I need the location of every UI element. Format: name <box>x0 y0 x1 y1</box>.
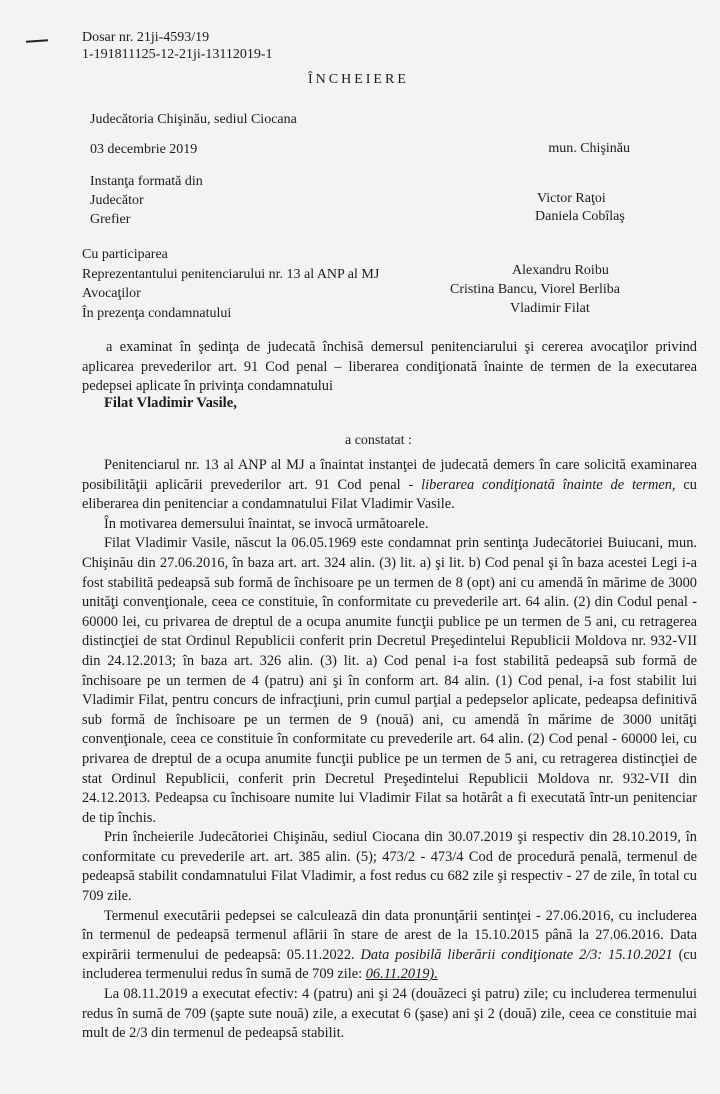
paragraph-demand <box>82 456 697 515</box>
representative-label: Reprezentantului penitenciarului nr. 13 al ANP al MJ <box>82 266 380 282</box>
paragraph-term <box>82 907 697 985</box>
judge-name: Victor Raţoi <box>537 191 606 206</box>
document-title: ÎNCHEIERE <box>308 72 409 87</box>
intro-paragraph <box>82 338 697 397</box>
paragraph-term-italic: Data posibilă liberării condiţionate 2/3: 15.10.2021 <box>360 946 673 963</box>
paragraph-term-mid: (cu includerea termenului redus în sumă de 709 zile: <box>82 946 697 983</box>
convict-fullname: Filat Vladimir Vasile, <box>104 395 237 411</box>
margin-dash <box>26 39 48 43</box>
main-body <box>82 456 697 1044</box>
paragraph-reduction: Prin încheierile Judecătoriei Chişinău, sediul Ciocana din 30.07.2019 şi respectiv din 28.10.2019, în conformitate cu prevederile art. art. 385 alin. (5); 473/2 - 473/4 Cod de procedură penală, termenul de pedeapsă stabilit condamnatului Filat Vladimir, a fost redus cu 682 zile şi respectiv - 27 de zile, în total cu 709 zile. <box>82 829 697 905</box>
convict-label: În prezenţa condamnatului <box>82 305 232 321</box>
court-name: Judecătoria Chişinău, sediul Ciocana <box>90 112 297 127</box>
intro-text: a examinat în şedinţa de judecată închisă demersul penitenciarului şi cererea avocaţilor privind aplicarea prevederilor art. 91 Cod penal – liberarea condiţionată înainte de termen de la executarea pedepsei aplicate în privinţa condamnatului <box>82 339 697 395</box>
document-place: mun. Chişinău <box>548 141 630 156</box>
case-code: 1-191811125-12-21ji-13112019-1 <box>82 47 273 62</box>
participation-label: Cu participarea <box>82 247 168 262</box>
judge-label: Judecător <box>90 193 144 208</box>
paragraph-demand-text: Penitenciarul nr. 13 al ANP al MJ a înaintat instanţei de judecată demers în care solicită examinarea posibilităţii aplicării prevederilor art. 91 Cod penal - <box>82 457 697 493</box>
clerk-label: Grefier <box>90 212 131 227</box>
composition-labels <box>90 172 203 229</box>
paragraph-executed: La 08.11.2019 a executat efectiv: 4 (patru) ani şi 24 (douăzeci şi patru) zile; cu includerea termenului redus în sumă de 709 (şapte sute nouă) zile, a executat 6 (şase) ani şi 2 (două) zile, ceea ce constituie mai mult de 2/3 din termenul de pedeapsă stabilit. <box>82 986 697 1042</box>
composition-label: Instanţa formată din <box>90 174 203 189</box>
convict-name: Vladimir Filat <box>510 301 590 316</box>
paragraph-demand-end: cu eliberarea din penitenciar a condamnatului Filat Vladimir Vasile. <box>82 476 697 513</box>
constatat-heading: a constatat : <box>345 433 412 448</box>
clerk-name: Daniela Cobîlaş <box>535 209 625 224</box>
lawyers-names: Cristina Bancu, Viorel Berliba <box>450 282 620 297</box>
paragraph-motivation: În motivarea demersului înaintat, se invocă următoarele. <box>104 515 429 532</box>
case-number: Dosar nr. 21ji-4593/19 <box>82 30 210 45</box>
participation-labels <box>82 245 379 323</box>
paragraph-demand-italic: liberarea condiţionată înainte de termen, <box>421 476 676 493</box>
lawyers-label: Avocaţilor <box>82 286 141 301</box>
document-date: 03 decembrie 2019 <box>90 142 198 157</box>
paragraph-term-text: Termenul executării pedepsei se calculează din data pronunţării sentinţei - 27.06.2016, cu includerea în termenul de pedeapsă termenul aflării în stare de arest de la 15.10.2015 până la 27.06.2016. Data expirării termenului de pedeapsă: 05.11.2022. <box>82 907 697 963</box>
paragraph-term-date: 06.11.2019). <box>365 966 438 983</box>
representative-name: Alexandru Roibu <box>512 263 609 278</box>
paragraph-sentence: Filat Vladimir Vasile, născut la 06.05.1969 este condamnat prin sentinţa Judecătoriei Buiucani, mun. Chişinău din 27.06.2016, în baza art. art. 324 alin. (3) lit. a) şi lit. b) Cod penal şi în baza acestei Legi i-a fost stabilită pedeapsă sub formă de închisoare pe un termen de 8 (opt) ani cu amendă în mărime de 3000 unităţi convenţionale, ceea ce constituie, în conformitate cu prevederile art. 64 alin. (2) din Codul penal - 60000 lei, cu privarea de dreptul de a ocupa anumite funcţii publice pe un termen de 5 ani, cu retragerea distincţiei de stat Ordinul Republicii conferit prin Decretul Preşedintelui Republicii Moldova nr. 932-VII din 24.12.2013; în baza art. 326 alin. (3) lit. a) Cod penal i-a fost stabilită pedeapsă sub formă de închisoare pe un termen de 4 (patru) ani şi în conform art. 84 alin. (1) Cod penal, i-a fost stabilit lui Vladimir Filat, pentru concurs de infracţiuni, prin cumul parţial a pedepselor aplicate, pedeapsa definitivă sub formă de închisoare pe un termen de 9 (nouă) ani, cu amendă în mărime de 3000 unităţi convenţionale, ceea ce constituie în conformitate cu prevederile art. 64 alin. (2) Cod penal - 60000 lei, cu privarea de dreptul de a ocupa anumite funcţii publice pe un termen de 5 ani, cu retragerea distincţiei de stat Ordinul Republicii, conferit prin Decretul Preşedintelui Republicii Moldova nr. 932-VII din 24.12.2013. Pedeapsa cu închisoare numite lui Vladimir Filat sa hotărât a fi executată într-un penitenciar de tip închis. <box>82 535 697 826</box>
